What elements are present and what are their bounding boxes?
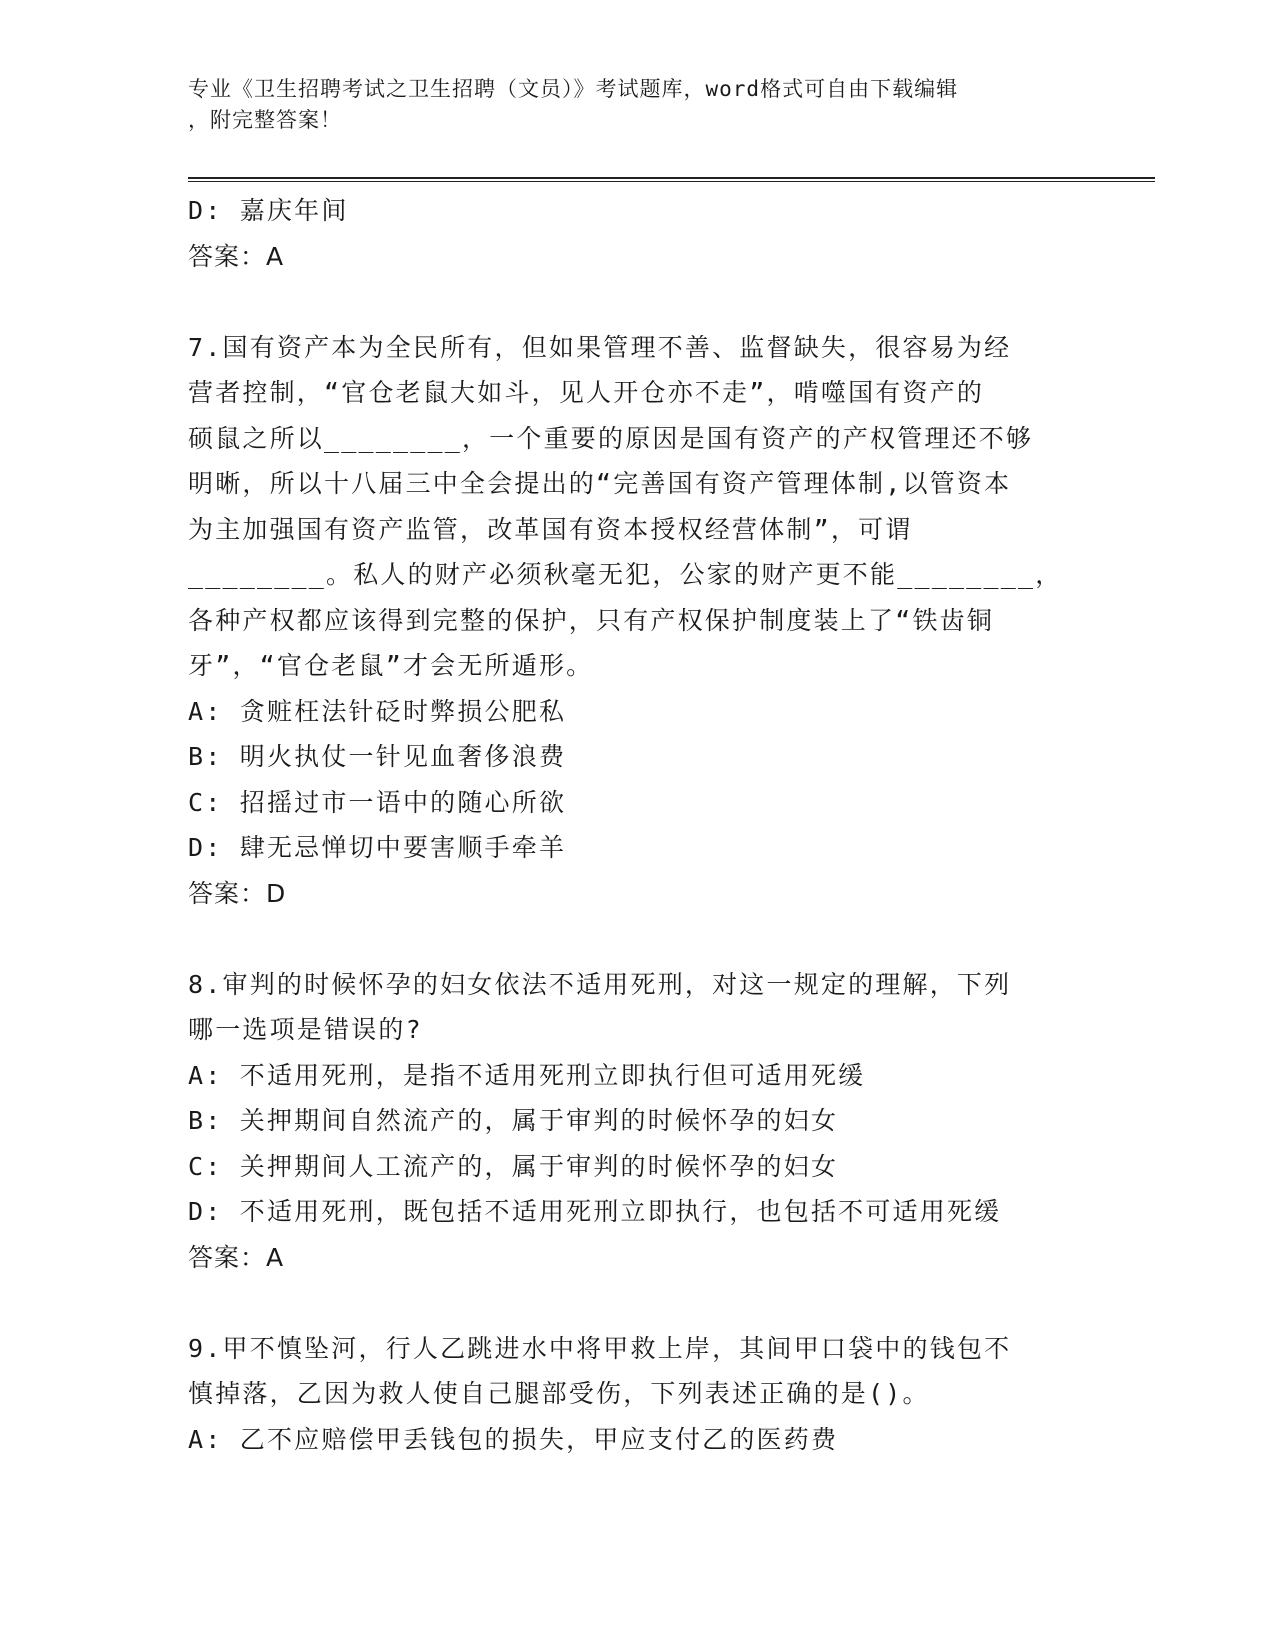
question-text-line: 营者控制，“官仓老鼠大如斗，见人开仓亦不走”，啃噬国有资产的	[188, 378, 985, 407]
option-c: C: 招摇过市一语中的随心所欲	[188, 787, 567, 817]
question-9	[188, 1326, 1088, 1463]
option-d: D: 肆无忌惮切中要害顺手牵羊	[188, 833, 567, 862]
spacer	[188, 279, 1088, 325]
question-text-line: 9.甲不慎坠河，行人乙跳进水中将甲救上岸，其间甲口袋中的钱包不	[188, 1333, 1012, 1363]
header-divider	[188, 177, 1155, 182]
option-b: B: 关押期间自然流产的，属于审判的时候怀孕的妇女	[188, 1106, 839, 1135]
question-text-line: ________。私人的财产必须秋毫无犯，公家的财产更不能________，	[188, 560, 1063, 589]
answer-line: 答案：A	[188, 1242, 285, 1272]
option-a: A: 不适用死刑，是指不适用死刑立即执行但可适用死缓	[188, 1060, 866, 1090]
header-line-1: 专业《卫生招聘考试之卫生招聘（文员）》考试题库，word格式可自由下载编辑	[188, 77, 959, 101]
page-header	[188, 74, 1088, 136]
option-a: A: 乙不应赔偿甲丢钱包的损失，甲应支付乙的医药费	[188, 1424, 839, 1454]
question-text-line: 硕鼠之所以________，一个重要的原因是国有资产的产权管理还不够	[188, 423, 1034, 453]
answer-line: 答案：D	[188, 878, 287, 908]
question-text-line: 哪一选项是错误的?	[188, 1015, 423, 1044]
option-d: D: 不适用死刑，既包括不适用死刑立即执行，也包括不可适用死缓	[188, 1197, 1002, 1226]
spacer	[188, 916, 1088, 962]
option-b: B: 明火执仗一针见血奢侈浪费	[188, 742, 567, 771]
question-text-line: 牙”，“官仓老鼠”才会无所遁形。	[188, 651, 594, 680]
question-text-line: 8.审判的时候怀孕的妇女依法不适用死刑，对这一规定的理解，下列	[188, 969, 1012, 999]
option-d: D: 嘉庆年间	[188, 196, 349, 225]
spacer	[188, 1280, 1088, 1326]
question-text-line: 7.国有资产本为全民所有，但如果管理不善、监督缺失，很容易为经	[188, 332, 1012, 362]
question-text-line: 为主加强国有资产监管，改革国有资本授权经营体制”，可谓	[188, 514, 913, 544]
option-c: C: 关押期间人工流产的，属于审判的时候怀孕的妇女	[188, 1151, 839, 1181]
answer-line: 答案：A	[188, 241, 285, 271]
question-text-line: 各种产权都应该得到完整的保护，只有产权保护制度装上了“铁齿铜	[188, 605, 995, 635]
question-7	[188, 325, 1088, 917]
question-text-line: 慎掉落，乙因为救人使自己腿部受伤，下列表述正确的是()。	[188, 1379, 930, 1408]
question-content	[188, 188, 1088, 1462]
header-line-2: ，附完整答案！	[188, 108, 342, 132]
option-a: A: 贪赃枉法针砭时弊损公肥私	[188, 696, 567, 726]
question-text-line: 明晰，所以十八届三中全会提出的“完善国有资产管理体制,以管资本	[188, 469, 1012, 498]
previous-question-tail	[188, 188, 1088, 279]
question-8	[188, 962, 1088, 1281]
